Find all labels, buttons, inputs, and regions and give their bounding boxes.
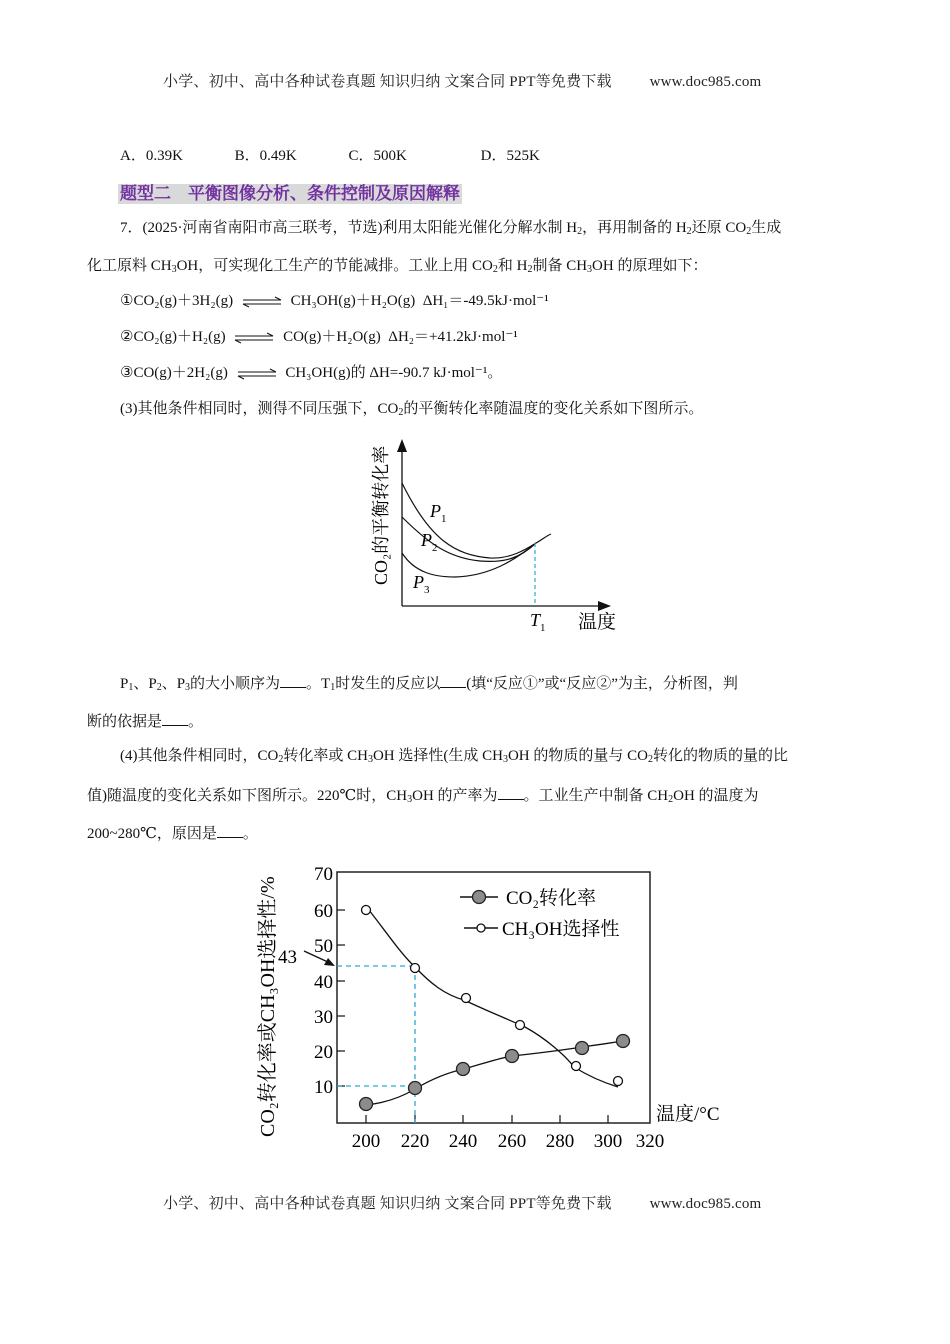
x-axis-label: 温度/°C bbox=[656, 1104, 720, 1125]
enthalpy: ΔH=-90.7 kJ·mol⁻¹。 bbox=[369, 365, 503, 381]
y-tick-labels bbox=[314, 864, 333, 1098]
text: 、P bbox=[133, 676, 157, 692]
text: 7．(2025·河南省南阳市高三联考，节选)利用太阳能光催化分解水制 H bbox=[120, 220, 578, 236]
svg-text:50: 50 bbox=[314, 936, 333, 957]
page-footer bbox=[163, 1192, 761, 1213]
sub: 1 bbox=[128, 682, 134, 693]
answer-blank[interactable] bbox=[162, 711, 188, 726]
text: 和 H bbox=[497, 258, 528, 274]
text: 的大小顺序为 bbox=[190, 676, 281, 692]
legend bbox=[460, 887, 619, 940]
chart-equilibrium-conversion bbox=[360, 430, 640, 645]
x-axis-label: 温度 bbox=[578, 612, 617, 633]
text: OH 的产率为 bbox=[412, 788, 498, 804]
option-a: A．0.39K bbox=[120, 148, 183, 164]
reaction-2 bbox=[120, 327, 518, 347]
sub: 2 bbox=[647, 754, 653, 765]
reactants: CO(g)＋2H₂(g) bbox=[133, 365, 228, 381]
text: OH 的原理如下： bbox=[592, 258, 708, 274]
text: 、P bbox=[161, 676, 186, 692]
legend-ch3oh-selectivity: CH₃OH选择性 bbox=[502, 919, 620, 940]
text: 转化的物质的量的比 bbox=[652, 748, 788, 764]
enthalpy: ΔH₂＝+41.2kJ·mol⁻¹ bbox=[388, 329, 518, 345]
sub: 3 bbox=[171, 264, 177, 275]
y-ticks bbox=[337, 910, 345, 1086]
svg-text:300: 300 bbox=[593, 1131, 623, 1152]
sub: 2 bbox=[492, 264, 498, 275]
sub: 2 bbox=[278, 754, 284, 765]
text: OH 选择性(生成 CH bbox=[372, 748, 503, 764]
part3-question-line1 bbox=[120, 673, 738, 694]
svg-text:220: 220 bbox=[400, 1131, 430, 1152]
text: 。 bbox=[188, 714, 204, 730]
text: OH 的温度为 bbox=[673, 788, 759, 804]
text: (3)其他条件相同时，测得不同压强下，CO bbox=[120, 401, 399, 417]
text: 。T bbox=[306, 676, 331, 692]
answer-blank[interactable] bbox=[498, 785, 524, 800]
annotation-43: 43 bbox=[278, 947, 297, 968]
svg-text:240: 240 bbox=[448, 1131, 478, 1152]
equilibrium-arrow-icon bbox=[241, 295, 283, 309]
svg-text:200: 200 bbox=[351, 1131, 381, 1152]
part4-line1 bbox=[120, 746, 788, 766]
chart-conversion-selectivity bbox=[250, 855, 750, 1155]
answer-options bbox=[120, 146, 588, 166]
sub: 3 bbox=[502, 754, 508, 765]
reaction-marker: ③ bbox=[120, 365, 134, 381]
text: 200~280℃，原因是 bbox=[87, 826, 217, 842]
label-t1: $T_1$ bbox=[530, 610, 546, 634]
section-title-wrap bbox=[118, 179, 462, 204]
x-tick-labels bbox=[352, 1131, 665, 1152]
equilibrium-arrow-icon bbox=[236, 367, 278, 381]
svg-text:280: 280 bbox=[545, 1131, 575, 1152]
text: 断的依据是 bbox=[87, 714, 163, 730]
sub: 2 bbox=[156, 682, 162, 693]
text: 生成 bbox=[751, 220, 782, 236]
products: CH₃OH(g)＋H₂O(g) bbox=[290, 293, 416, 309]
products: CO(g)＋H₂O(g) bbox=[283, 329, 381, 345]
text: 还原 CO bbox=[691, 220, 747, 236]
reaction-marker: ② bbox=[120, 329, 134, 345]
text: OH，可实现化工生产的节能减排。工业上用 CO bbox=[176, 258, 493, 274]
legend-co2-conversion: CO₂转化率 bbox=[506, 888, 597, 909]
sub: 1 bbox=[330, 682, 336, 693]
label-p2: $P_2$ bbox=[421, 530, 438, 554]
y-axis-label: CO₂的平衡转化率 bbox=[371, 445, 391, 585]
text: 化工原料 CH bbox=[87, 258, 172, 274]
sub: 2 bbox=[686, 226, 692, 237]
text: ，再用制备的 H bbox=[582, 220, 687, 236]
y-axis-label: CO₂转化率或CH₃OH选择性/% bbox=[257, 876, 279, 1137]
answer-blank[interactable] bbox=[280, 673, 306, 688]
enthalpy: ΔH₁＝-49.5kJ·mol⁻¹ bbox=[422, 293, 549, 309]
sub: 3 bbox=[407, 794, 413, 805]
reaction-3 bbox=[120, 363, 502, 383]
text: OH 的物质的量与 CO bbox=[507, 748, 648, 764]
part3-question-line2 bbox=[87, 711, 203, 732]
legend-filled-circle-icon bbox=[473, 891, 486, 904]
question-intro-line1 bbox=[120, 218, 781, 238]
header-text: 小学、初中、高中各种试卷真题 知识归纳 文案合同 PPT等免费下载 bbox=[163, 74, 612, 90]
sub: 3 bbox=[587, 264, 593, 275]
x-axis-arrow-icon bbox=[598, 601, 611, 611]
header-url: www.doc985.com bbox=[649, 74, 762, 90]
text: 。 bbox=[242, 826, 258, 842]
text: 转化率或 CH bbox=[283, 748, 368, 764]
reactants: CO₂(g)＋3H₂(g) bbox=[133, 293, 234, 309]
sub: 2 bbox=[527, 264, 533, 275]
footer-text: 小学、初中、高中各种试卷真题 知识归纳 文案合同 PPT等免费下载 bbox=[163, 1196, 612, 1212]
text: 值)随温度的变化关系如下图所示。220℃时，CH bbox=[87, 788, 408, 804]
products: CH₃OH(g)的 bbox=[285, 365, 366, 381]
reactants: CO₂(g)＋H₂(g) bbox=[133, 329, 226, 345]
x-ticks bbox=[366, 1115, 608, 1123]
svg-text:60: 60 bbox=[314, 901, 333, 922]
reaction-1 bbox=[120, 291, 549, 311]
y-axis-arrow-icon bbox=[397, 439, 407, 452]
answer-blank[interactable] bbox=[217, 823, 243, 838]
sub: 2 bbox=[668, 794, 674, 805]
equilibrium-arrow-icon bbox=[233, 331, 275, 345]
text: 的平衡转化率随温度的变化关系如下图所示。 bbox=[403, 401, 704, 417]
label-p3: $P_3$ bbox=[413, 572, 430, 596]
sub: 2 bbox=[398, 407, 404, 418]
option-b: B．0.49K bbox=[234, 148, 297, 164]
part4-line2 bbox=[87, 785, 759, 806]
part3-prompt bbox=[120, 399, 703, 419]
legend-open-circle-icon bbox=[477, 924, 485, 932]
plot-frame bbox=[337, 872, 650, 1123]
svg-text:260: 260 bbox=[497, 1131, 527, 1152]
answer-blank[interactable] bbox=[440, 673, 466, 688]
text: 时发生的反应以 bbox=[335, 676, 441, 692]
footer-url: www.doc985.com bbox=[649, 1196, 762, 1212]
text: (填“反应①”或“反应②”为主，分析图，判 bbox=[466, 676, 738, 692]
svg-text:40: 40 bbox=[314, 972, 333, 993]
sub: 3 bbox=[185, 682, 191, 693]
guide-lines bbox=[337, 966, 415, 1123]
part4-line3 bbox=[87, 823, 258, 844]
text: (4)其他条件相同时，CO bbox=[120, 748, 279, 764]
annotation-arrow-icon bbox=[324, 958, 335, 966]
sub: 3 bbox=[367, 754, 373, 765]
text: 。工业生产中制备 CH bbox=[523, 788, 669, 804]
svg-text:320: 320 bbox=[635, 1131, 665, 1152]
option-c: C．500K bbox=[348, 148, 407, 164]
page-header bbox=[163, 70, 761, 91]
option-d: D．525K bbox=[480, 148, 540, 164]
label-p1: $P_1$ bbox=[430, 501, 447, 525]
svg-text:30: 30 bbox=[314, 1007, 333, 1028]
sub: 2 bbox=[577, 226, 583, 237]
reaction-marker: ① bbox=[120, 293, 134, 309]
svg-text:10: 10 bbox=[314, 1077, 333, 1098]
question-intro-line2 bbox=[87, 256, 707, 276]
svg-text:20: 20 bbox=[314, 1042, 333, 1063]
text: 制备 CH bbox=[532, 258, 588, 274]
sub: 2 bbox=[746, 226, 752, 237]
svg-text:70: 70 bbox=[314, 864, 333, 885]
text: P bbox=[120, 676, 129, 692]
section-title: 题型二 平衡图像分析、条件控制及原因解释 bbox=[120, 184, 460, 204]
